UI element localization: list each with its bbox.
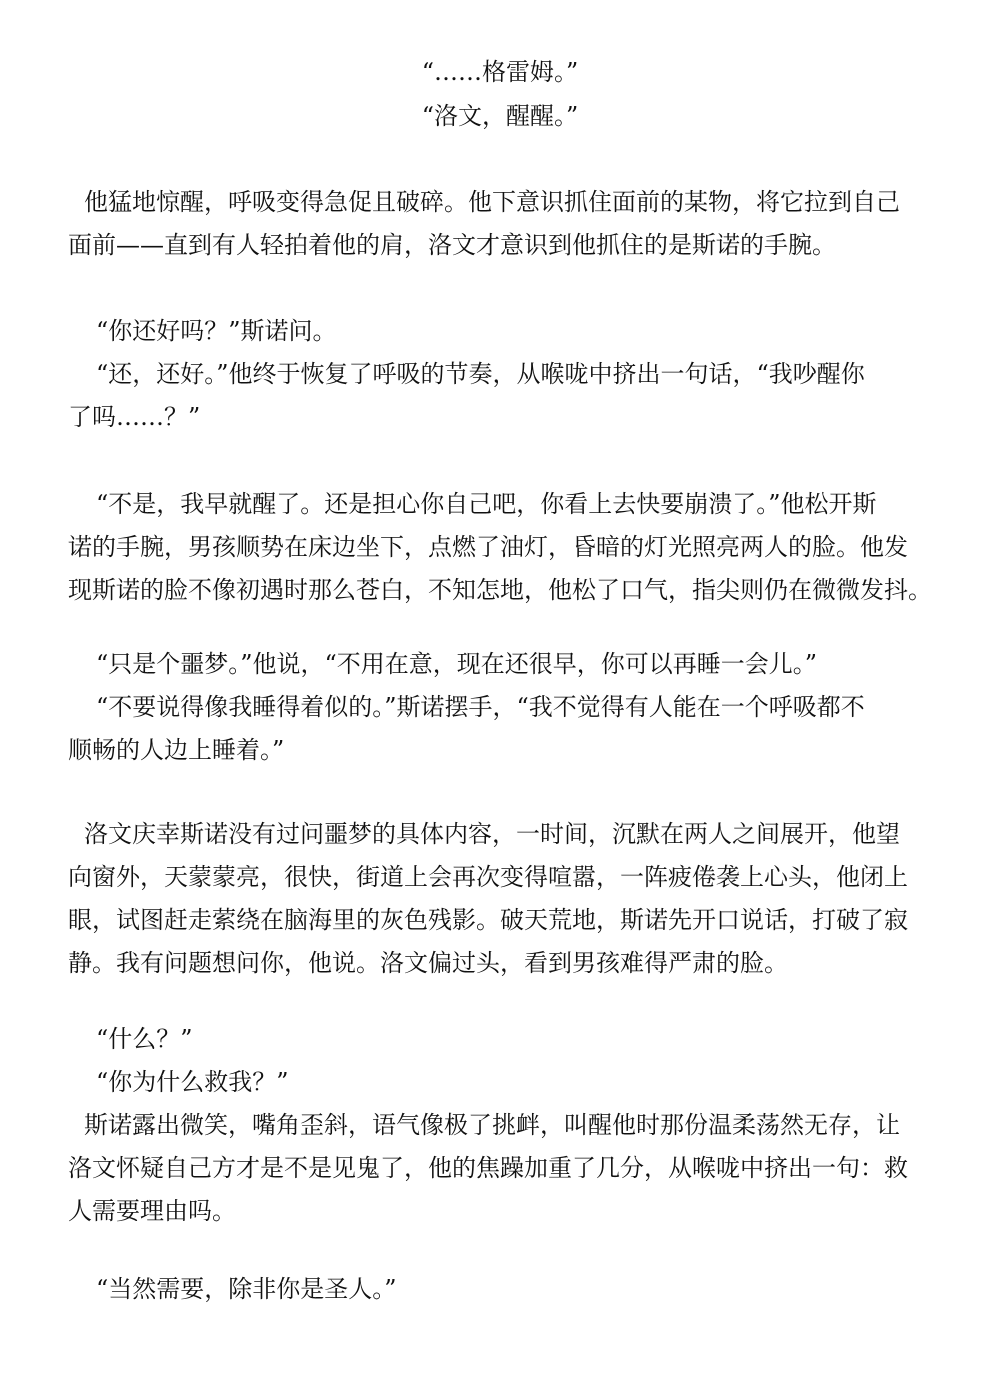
dialogue-line-2: “洛文，醒醒。” bbox=[421, 102, 579, 130]
dialogue-line-3: “你还好吗？”斯诺问。 bbox=[96, 317, 337, 345]
paragraph-line-2: 面前——直到有人轻拍着他的肩，洛文才意识到他抓住的是斯诺的手腕。 bbox=[68, 231, 836, 259]
dialogue-line-4: “还，还好。”他终于恢复了呼吸的节奏，从喉咙中挤出一句话，“我吵醒你 bbox=[96, 360, 865, 388]
paragraph-line-3: “不是，我早就醒了。还是担心你自己吧，你看上去快要崩溃了。”他松开斯 bbox=[96, 490, 877, 518]
paragraph-line-6: 洛文庆幸斯诺没有过问噩梦的具体内容，一时间，沉默在两人之间展开，他望 bbox=[84, 820, 900, 848]
paragraph-line-5: 现斯诺的脸不像初遇时那么苍白，不知怎地，他松了口气，指尖则仍在微微发抖。 bbox=[68, 576, 932, 604]
dialogue-line-9: “当然需要，除非你是圣人。” bbox=[96, 1275, 397, 1303]
paragraph-line-10: 斯诺露出微笑，嘴角歪斜，语气像极了挑衅，叫醒他时那份温柔荡然无存，让 bbox=[84, 1111, 900, 1139]
paragraph-line-1: 他猛地惊醒，呼吸变得急促且破碎。他下意识抓住面前的某物，将它拉到自己 bbox=[84, 188, 900, 216]
dialogue-line-6-cont: 顺畅的人边上睡着。” bbox=[68, 736, 285, 764]
dialogue-line-1: “……格雷姆。” bbox=[421, 58, 579, 86]
paragraph-line-7: 向窗外，天蒙蒙亮，很快，街道上会再次变得喧嚣，一阵疲倦袭上心头，他闭上 bbox=[68, 863, 908, 891]
dialogue-line-6: “不要说得像我睡得着似的。”斯诺摆手，“我不觉得有人能在一个呼吸都不 bbox=[96, 693, 865, 721]
dialogue-line-4-cont: 了吗……？” bbox=[68, 403, 201, 431]
paragraph-line-4: 诺的手腕，男孩顺势在床边坐下，点燃了油灯，昏暗的灯光照亮两人的脸。他发 bbox=[68, 533, 908, 561]
paragraph-line-8: 眼，试图赶走萦绕在脑海里的灰色残影。破天荒地，斯诺先开口说话，打破了寂 bbox=[68, 906, 908, 934]
dialogue-line-5: “只是个噩梦。”他说，“不用在意，现在还很早，你可以再睡一会儿。” bbox=[96, 650, 818, 678]
dialogue-line-7: “什么？” bbox=[96, 1025, 193, 1053]
paragraph-line-12: 人需要理由吗。 bbox=[68, 1197, 236, 1225]
paragraph-line-9: 静。我有问题想问你，他说。洛文偏过头，看到男孩难得严肃的脸。 bbox=[68, 949, 788, 977]
paragraph-line-11: 洛文怀疑自己方才是不是见鬼了，他的焦躁加重了几分，从喉咙中挤出一句：救 bbox=[68, 1154, 908, 1182]
dialogue-line-8: “你为什么救我？” bbox=[96, 1068, 289, 1096]
